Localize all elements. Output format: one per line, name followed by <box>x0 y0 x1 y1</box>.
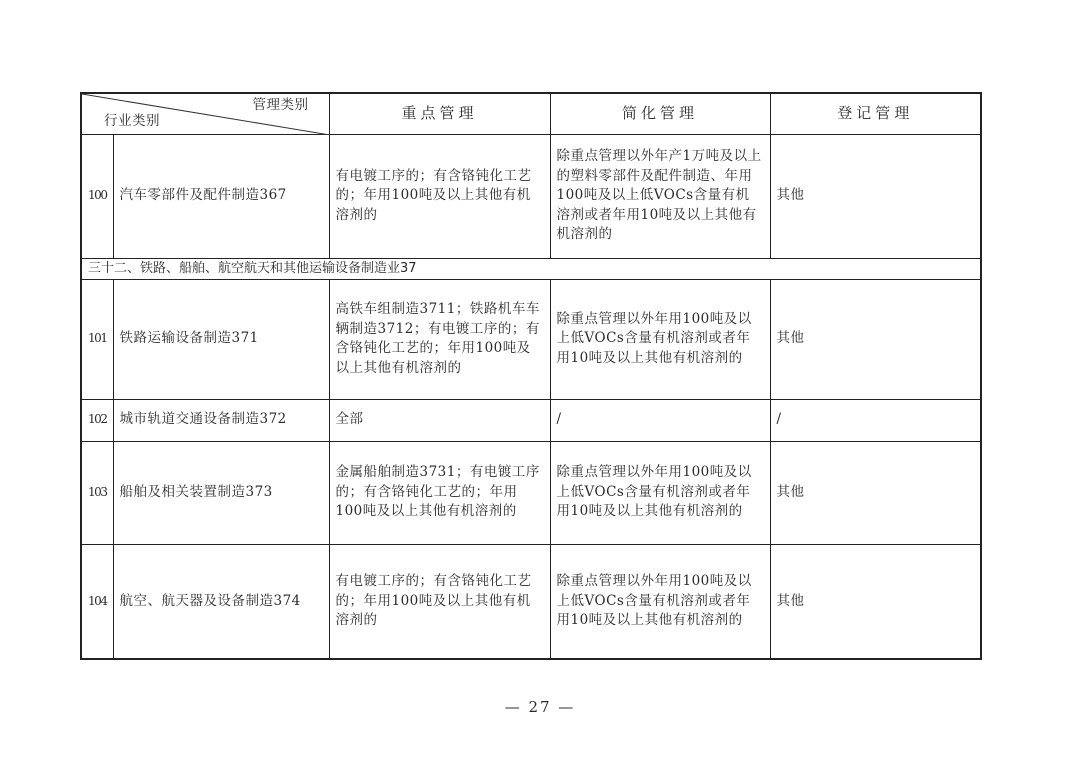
simplified-management-cell: / <box>550 399 770 441</box>
registration-management-cell: 其他 <box>770 441 981 544</box>
diagonal-header-cell <box>81 93 329 134</box>
industry-cell: 汽车零部件及配件制造367 <box>113 134 329 258</box>
column-header-registration-management: 登记管理 <box>770 93 981 134</box>
column-header-key-management: 重点管理 <box>329 93 550 134</box>
key-management-cell: 金属船舶制造3731；有电镀工序的；有含铬钝化工艺的；年用100吨及以上其他有机溶剂的 <box>329 441 550 544</box>
registration-management-cell: 其他 <box>770 544 981 659</box>
column-header-simplified-management: 简化管理 <box>550 93 770 134</box>
simplified-management-cell: 除重点管理以外年产1万吨及以上的塑料零部件及配件制造、年用100吨及以上低VOCs含量有机溶剂或者年用10吨及以上其他有机溶剂的 <box>550 134 770 258</box>
key-management-cell: 有电镀工序的；有含铬钝化工艺的；年用100吨及以上其他有机溶剂的 <box>329 544 550 659</box>
simplified-management-cell: 除重点管理以外年用100吨及以上低VOCs含量有机溶剂或者年用10吨及以上其他有机溶剂的 <box>550 441 770 544</box>
management-category-table <box>80 92 982 660</box>
industry-cell: 铁路运输设备制造371 <box>113 279 329 399</box>
management-category-label: 管理类别 <box>252 97 309 113</box>
registration-management-cell: / <box>770 399 981 441</box>
table-row <box>81 544 981 659</box>
table-row <box>81 441 981 544</box>
section-row <box>81 258 981 279</box>
key-management-cell: 有电镀工序的；有含铬钝化工艺的；年用100吨及以上其他有机溶剂的 <box>329 134 550 258</box>
row-number: 102 <box>81 399 113 441</box>
row-number: 103 <box>81 441 113 544</box>
industry-cell: 船舶及相关装置制造373 <box>113 441 329 544</box>
key-management-cell: 全部 <box>329 399 550 441</box>
row-number: 104 <box>81 544 113 659</box>
industry-category-label: 行业类别 <box>104 113 160 129</box>
registration-management-cell: 其他 <box>770 279 981 399</box>
row-number: 101 <box>81 279 113 399</box>
industry-cell: 航空、航天器及设备制造374 <box>113 544 329 659</box>
simplified-management-cell: 除重点管理以外年用100吨及以上低VOCs含量有机溶剂或者年用10吨及以上其他有机溶剂的 <box>550 279 770 399</box>
row-number: 100 <box>81 134 113 258</box>
page-number: — 27 — <box>504 698 576 716</box>
table-row <box>81 399 981 441</box>
industry-cell: 城市轨道交通设备制造372 <box>113 399 329 441</box>
section-heading: 三十二、铁路、船舶、航空航天和其他运输设备制造业37 <box>81 258 981 279</box>
key-management-cell: 高铁车组制造3711；铁路机车车辆制造3712；有电镀工序的；有含铬钝化工艺的；年用100吨及以上其他有机溶剂的 <box>329 279 550 399</box>
registration-management-cell: 其他 <box>770 134 981 258</box>
table-row <box>81 279 981 399</box>
simplified-management-cell: 除重点管理以外年用100吨及以上低VOCs含量有机溶剂或者年用10吨及以上其他有机溶剂的 <box>550 544 770 659</box>
table-row <box>81 134 981 258</box>
table-header-row <box>81 93 981 134</box>
